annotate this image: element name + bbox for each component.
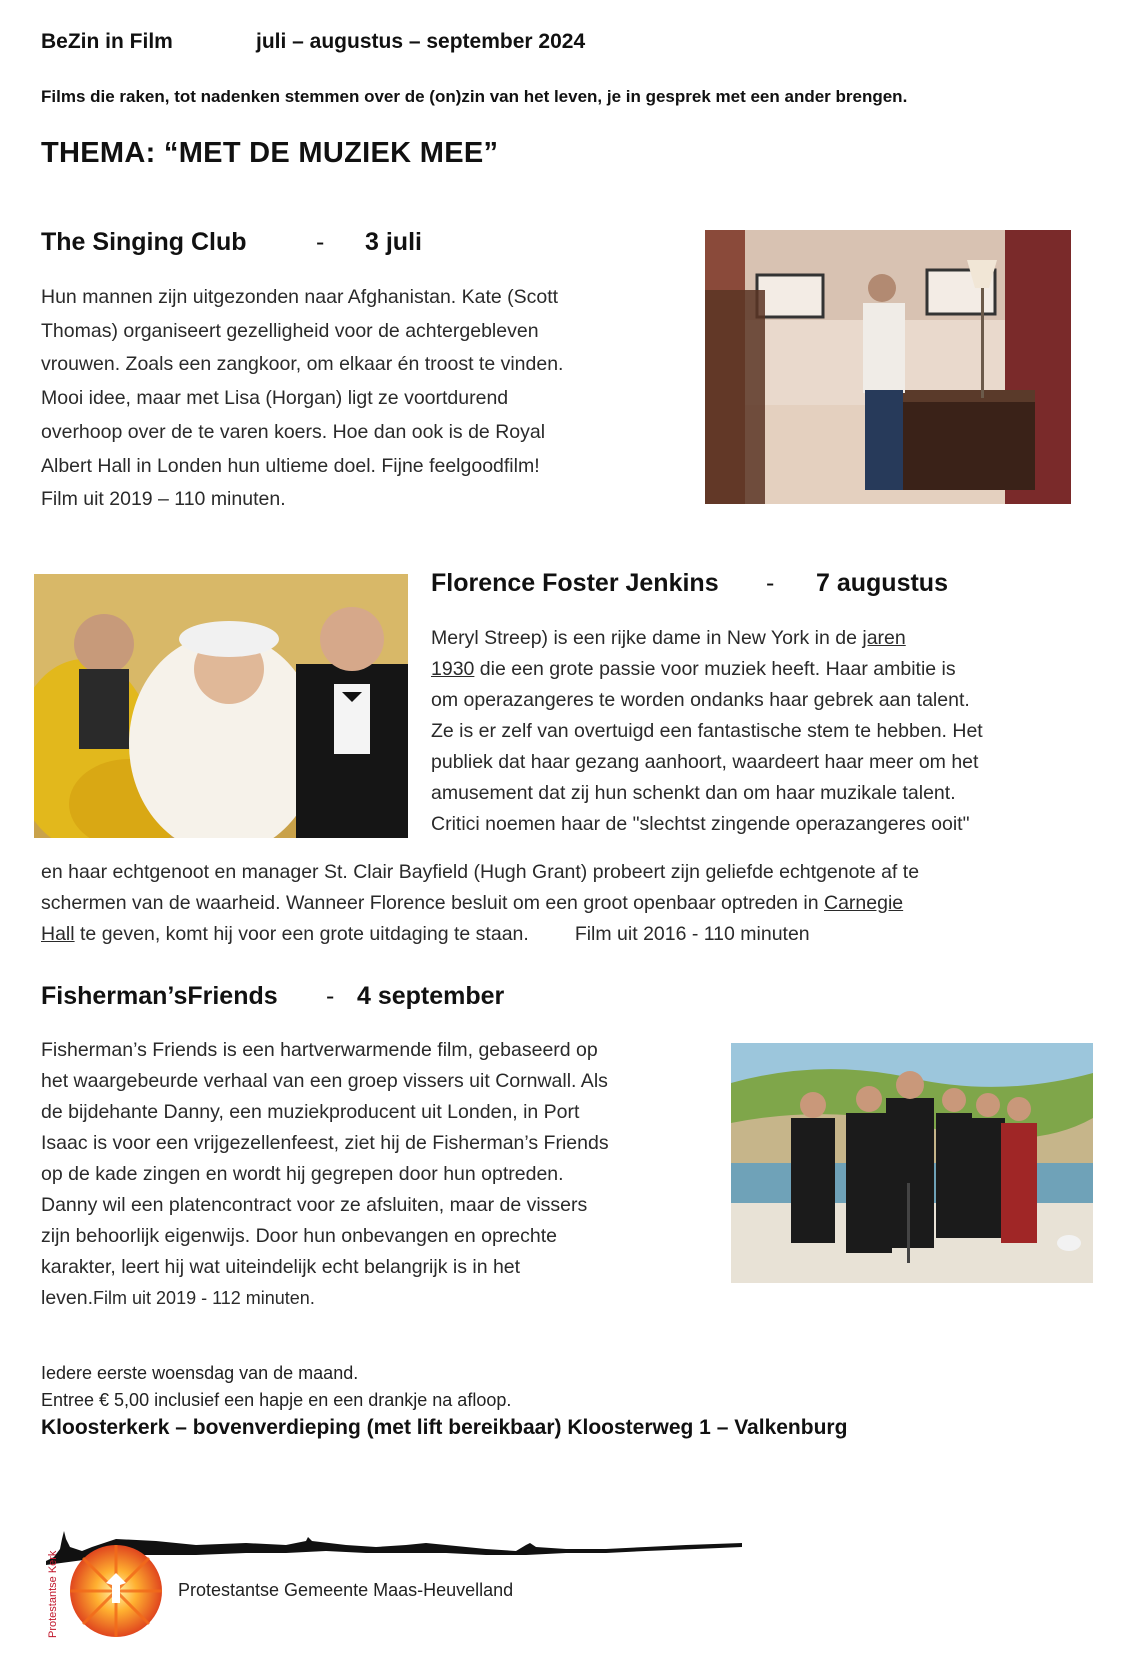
film2-description-wide bbox=[41, 857, 1101, 950]
text-line: karakter, leert hij wat uiteindelijk echt belangrijk is in het bbox=[41, 1256, 521, 1278]
text-line: zijn behoorlijk eigenwijs. Door hun onbevangen en oprechte bbox=[41, 1225, 558, 1247]
carnegie-hall-link[interactable]: Hall bbox=[41, 923, 75, 945]
film2-date: 7 augustus bbox=[816, 569, 948, 597]
text-line: Fisherman’s Friends is een hartverwarmende film, gebaseerd op bbox=[41, 1039, 598, 1061]
film3-date: 4 september bbox=[357, 982, 505, 1010]
text-line: Mooi idee, maar met Lisa (Horgan) ligt ze voortdurend bbox=[41, 387, 509, 410]
church-logo bbox=[46, 1533, 166, 1643]
text-span: te geven, komt hij voor een grote uitdaging te staan. bbox=[74, 923, 529, 945]
text-line: Film uit 2019 – 110 minuten. bbox=[41, 488, 286, 511]
text-line bbox=[431, 654, 1091, 685]
entry-fee-text: Entree € 5,00 inclusief een hapje en een drankje na afloop. bbox=[41, 1390, 512, 1410]
organization-name: Protestantse Gemeente Maas-Heuvelland bbox=[178, 1580, 514, 1600]
film2-dash: - bbox=[766, 569, 775, 597]
text-line: op de kade zingen en wordt hij gegrepen door hun optreden. bbox=[41, 1163, 564, 1185]
text-line: Hun mannen zijn uitgezonden naar Afghanistan. Kate (Scott bbox=[41, 286, 559, 308]
film3-dash: - bbox=[326, 982, 335, 1010]
carnegie-hall-link[interactable]: Carnegie bbox=[824, 892, 904, 914]
text-line: Danny wil een platencontract voor ze afsluiten, maar de vissers bbox=[41, 1194, 588, 1216]
logo-text: Protestantse Kerk bbox=[47, 1550, 59, 1638]
text-line bbox=[41, 1283, 741, 1314]
year-1930-link[interactable]: 1930 bbox=[431, 658, 475, 680]
series-title: BeZin in Film bbox=[41, 30, 173, 53]
text-span: leven. bbox=[41, 1287, 94, 1309]
film3-photo bbox=[731, 1043, 1093, 1283]
text-line: en haar echtgenoot en manager St. Clair Bayfield (Hugh Grant) probeert zijn geliefde echtgenote af te bbox=[41, 861, 920, 883]
intro-text: Films die raken, tot nadenken stemmen over de (on)zin van het leven, je in gesprek met een ander brengen. bbox=[41, 87, 908, 106]
text-line: overhoop over de te varen koers. Hoe dan ook is de Royal bbox=[41, 420, 546, 443]
jaren-link[interactable]: jaren bbox=[862, 627, 906, 649]
film2-title: Florence Foster Jenkins bbox=[431, 569, 719, 597]
text-line: het waargebeurde verhaal van een groep vissers uit Cornwall. Als bbox=[41, 1070, 608, 1092]
text-line: amusement dat zij hun schenkt dan om haar muzikale talent. bbox=[431, 782, 956, 804]
film1-date: 3 juli bbox=[365, 228, 422, 256]
location-text: Kloosterkerk – bovenverdieping (met lift bereikbaar) Kloosterweg 1 – Valkenburg bbox=[41, 1416, 848, 1439]
text-line bbox=[41, 888, 1101, 919]
text-span: schermen van de waarheid. Wanneer Florence besluit om een groot openbaar optreden in bbox=[41, 892, 824, 914]
text-line: Ze is er zelf van overtuigd een fantastische stem te hebben. Het bbox=[431, 720, 983, 742]
film1-dash: - bbox=[316, 228, 325, 256]
text-line: de bijdehante Danny, een muziekproducent uit Londen, in Port bbox=[41, 1101, 580, 1123]
text-line bbox=[41, 919, 1101, 950]
text-span: die een grote passie voor muziek heeft. Haar ambitie is bbox=[474, 658, 956, 680]
film3-description bbox=[41, 1035, 741, 1314]
period-title: juli – augustus – september 2024 bbox=[256, 30, 586, 53]
film1-title: The Singing Club bbox=[41, 228, 247, 256]
text-line: Isaac is voor een vrijgezellenfeest, ziet hij de Fisherman’s Friends bbox=[41, 1132, 609, 1154]
text-line: publiek dat haar gezang aanhoort, waardeert haar meer om het bbox=[431, 751, 979, 773]
film1-description bbox=[41, 281, 681, 517]
text-line: Albert Hall in Londen hun ultieme doel. Fijne feelgoodfilm! bbox=[41, 454, 540, 477]
text-span: Meryl Streep) is een rijke dame in New York in de bbox=[431, 627, 863, 649]
text-line: vrouwen. Zoals een zangkoor, om elkaar én troost te vinden. bbox=[41, 353, 564, 376]
text-line bbox=[431, 623, 1091, 654]
text-line: Thomas) organiseert gezelligheid voor de achtergebleven bbox=[41, 319, 539, 342]
film3-meta: Film uit 2019 - 112 minuten. bbox=[93, 1288, 315, 1308]
film2-photo bbox=[34, 574, 408, 838]
film2-meta: Film uit 2016 - 110 minuten bbox=[574, 923, 810, 945]
film1-photo bbox=[705, 230, 1071, 504]
theme-title: THEMA: “MET DE MUZIEK MEE” bbox=[41, 137, 499, 169]
text-line: om operazangeres te worden ondanks haar gebrek aan talent. bbox=[431, 689, 970, 711]
film2-description bbox=[431, 623, 1091, 840]
text-line: Critici noemen haar de "slechtst zingende operazangeres ooit" bbox=[431, 813, 970, 835]
film3-title: Fisherman’sFriends bbox=[41, 982, 278, 1010]
schedule-text: Iedere eerste woensdag van de maand. bbox=[41, 1363, 359, 1383]
